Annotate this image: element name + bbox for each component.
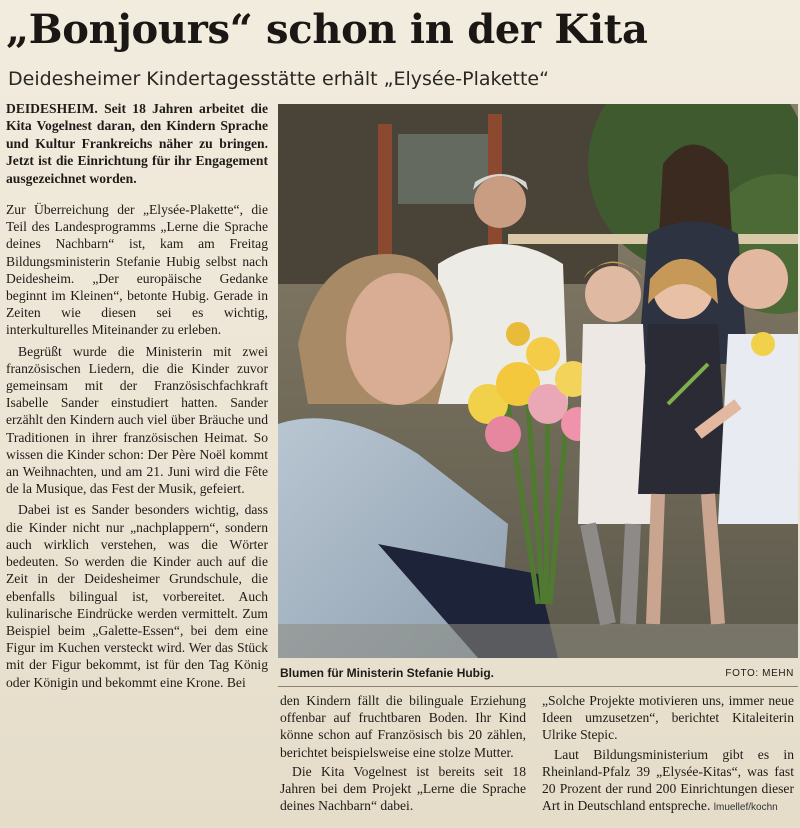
article-column-1 <box>6 100 268 691</box>
photo-caption: Blumen für Ministerin Stefanie Hubig. <box>280 666 495 680</box>
article-headline: „Bonjours“ schon in der Kita <box>6 6 648 53</box>
photo-ministerin-mit-kindern-icon <box>278 104 798 658</box>
paragraph <box>542 746 794 817</box>
article-subheadline: Deidesheimer Kindertagesstätte erhält „Elysée-Plakette“ <box>8 68 549 90</box>
paragraph: den Kindern fällt die bilinguale Erziehung offenbar auf fruchtbaren Boden. Ihr Kind könne schon auf Französisch bis 20 zählen, berichtet beispielsweise eine stolze Mutter. <box>280 693 526 760</box>
paragraph: Dabei ist es Sander besonders wichtig, dass die Kinder nicht nur „nachplappern“, sondern auch wirklich verstehen, was die Wörter bedeuten. So werden die Kinder auch auf die Zeit in der Deidesheimer Grundschule, die ebenfalls bilingual ist, vorbereitet. Auch kulinarische Eindrücke werden vermittelt. Zum Beispiel beim „Galette-Essen“, bei dem eine Figur im Kuchen versteckt wird. Wer das Stück mit der Figur bekommt, ist für den Tag König oder Königin und bekommt eine Krone. Bei <box>6 502 268 690</box>
paragraph-text: Laut Bildungsministerium gibt es in Rheinland-Pfalz 39 „Elysée-Kitas“, was fast 20 Prozent der rund 200 Einrichtungen dieser Art in Deutschland entspreche. <box>542 746 794 814</box>
paragraph: „Solche Projekte motivieren uns, immer neue Ideen umzusetzen“, berichtet Kitaleiterin Ulrike Stepic. <box>542 693 794 743</box>
dateline: DEIDESHEIM. <box>6 101 98 116</box>
paragraph: Begrüßt wurde die Ministerin mit zwei französischen Liedern, die die Kinder zuvor gemeinsam mit der Französischfachkraft Isabelle Sander einstudiert hatten. Sander erzählt den Kindern auch viel über Bräuche und Traditionen in ihrer französischen Heimat. So wissen die Kinder schon: Der Père Noël kommt an Weihnachten, und am 21. Juni wird die Fête de la Musique, das Fest der Musik, gefeiert. <box>6 343 268 497</box>
lead-text: Seit 18 Jahren arbeitet die Kita Vogelnest daran, den Kindern Sprache und Kultur Frankreichs näher zu bringen. Jetzt ist die Einrichtung für ihr Engagement ausgezeichnet worden. <box>6 101 268 186</box>
photo-credit: FOTO: MEHN <box>725 668 794 679</box>
article-lead <box>6 100 268 187</box>
paragraph: Die Kita Vogelnest ist bereits seit 18 Jahren bei dem Projekt „Lerne die Sprache deines Nachbarn“ dabei. <box>280 763 526 814</box>
caption-rule <box>278 686 798 687</box>
paragraph: Zur Überreichung der „Elysée-Plakette“, die Teil des Landesprogramms „Lerne die Sprache deines Nachbarn“ ist, kam am Freitag Bildungsministerin Stefanie Hubig selbst nach Deidesheim. „Der europäische Gedanke beginnt im Kleinen“, betonte Hubig. Gerade in Zeiten wie diesen sei es wichtig, interkulturelles Miteinander zu erleben. <box>6 202 268 338</box>
author-tag: lmuellef/kochn <box>713 802 778 814</box>
article-column-3 <box>542 692 794 816</box>
article-photo <box>278 104 798 658</box>
article-column-2 <box>280 692 526 814</box>
